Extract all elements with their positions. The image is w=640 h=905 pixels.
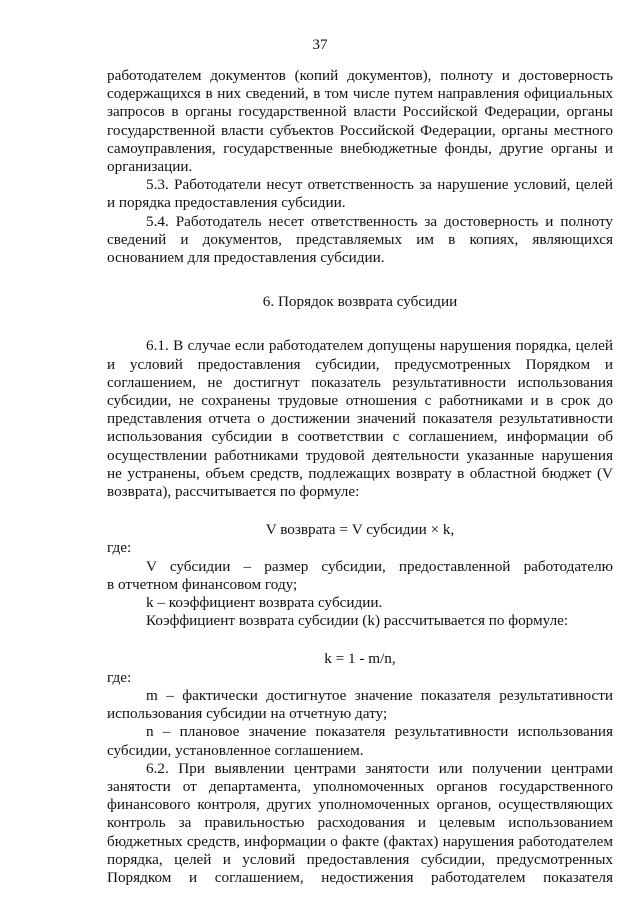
text-line: в отчетном финансовом году;	[107, 575, 298, 593]
definition-v-subsidy	[107, 558, 613, 594]
definition-n	[107, 723, 613, 759]
text-line: содержащихся в них сведений, в том числе путем направления официальных	[107, 85, 613, 103]
text-line: бюджетных средств, информации о факте (фактах) нарушения работодателем	[107, 832, 613, 850]
text-line: m – фактически достигнутое значение показателя результативности	[146, 686, 613, 704]
text-line: 5.3. Работодатели несут ответственность за нарушение условий, целей	[146, 176, 613, 194]
text-line: контроль за правильностью расходования и целевым использованием	[107, 814, 613, 832]
text-line: работодателем документов (копий документов), полноту и достоверность	[107, 67, 613, 84]
definition-m	[107, 687, 613, 723]
text-line: государственной власти субъектов Российской Федерации, органы местного	[107, 121, 613, 139]
text-line: использования субсидии в соответствии с соглашением, информации об	[107, 428, 613, 446]
text-line: соглашением, не достигнут показатель результативности использования	[107, 373, 613, 391]
text-line: финансового контроля, других уполномоченных органов, осуществляющих	[107, 796, 613, 814]
text-line: 6.1. В случае если работодателем допущены нарушения порядка, целей	[146, 337, 613, 355]
formula-k: k = 1 - m/n,	[324, 650, 396, 668]
top-paragraph	[107, 67, 613, 176]
formula-v-return: V возврата = V субсидии × k,	[265, 521, 455, 539]
where-label: где:	[107, 539, 132, 557]
text-line: не устранены, объем средств, подлежащих возврату в областной бюджет (V	[107, 464, 613, 482]
clause-6-1	[107, 337, 613, 501]
text-line: 5.4. Работодатель несет ответственность за достоверность и полноту	[146, 212, 613, 230]
text-line: возврата), рассчитывается по формуле:	[107, 483, 360, 501]
text-line: 6.2. При выявлении центрами занятости или получении центрами	[146, 759, 613, 777]
page-number: 37	[312, 36, 328, 53]
text-line: и порядка предоставления субсидии.	[107, 194, 346, 212]
section-6-heading: 6. Порядок возврата субсидии	[262, 293, 458, 311]
text-line: субсидии, не сохранены трудовые отношения с работниками и в срок до	[107, 392, 613, 410]
text-line: самоуправления, государственные внебюджетные фонды, другие органы и	[107, 139, 613, 157]
clause-5-3	[107, 176, 613, 212]
text-line: организации.	[107, 158, 193, 176]
text-line: n – плановое значение показателя результативности использования	[146, 723, 613, 741]
text-line: занятости от департамента, уполномоченных органов государственного	[107, 777, 613, 795]
text-line: запросов в органы государственной власти Российской Федерации, органы	[107, 103, 613, 121]
document-body	[107, 67, 613, 887]
where-label: где:	[107, 668, 132, 686]
text-line: субсидии, установленное соглашением.	[107, 741, 364, 759]
coefficient-intro: Коэффициент возврата субсидии (k) рассчитывается по формуле:	[146, 612, 569, 630]
text-line: основанием для предоставления субсидии.	[107, 249, 385, 267]
text-line: осуществлении работниками трудовой деятельности указанные нарушения	[107, 446, 613, 464]
text-line: и условий предоставления субсидии, предусмотренных Порядком и	[107, 355, 613, 373]
clause-5-4	[107, 213, 613, 268]
text-line: порядка, целей и условий предоставления субсидии, предусмотренных	[107, 850, 613, 868]
text-line: сведений и документов, представляемых им в копиях, являющихся	[107, 230, 613, 248]
text-line: V субсидии – размер субсидии, предоставленной работодателю	[146, 557, 613, 575]
text-line: использования субсидии на отчетную дату;	[107, 705, 388, 723]
clause-6-2	[107, 760, 613, 887]
text-line: Порядком и соглашением, недостижения работодателем показателя	[107, 868, 613, 886]
definition-k: k – коэффициент возврата субсидии.	[146, 594, 383, 612]
text-line: представления отчета о достижении значений показателя результативности	[107, 410, 613, 428]
